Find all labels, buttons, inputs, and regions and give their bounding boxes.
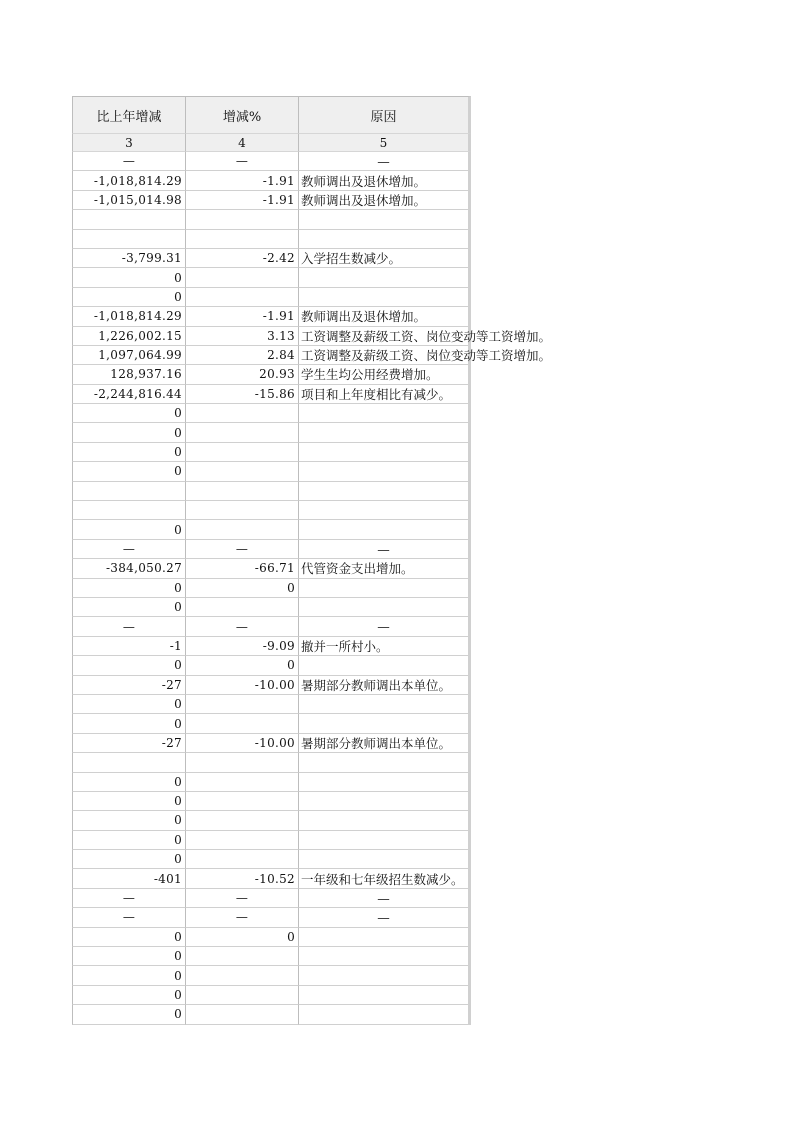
cell-change[interactable]: 0 — [72, 404, 185, 423]
table-row — [72, 540, 471, 559]
cell-reason[interactable] — [298, 520, 471, 539]
cell-reason[interactable] — [298, 966, 471, 985]
cell-change-percent[interactable] — [185, 482, 298, 501]
table-row — [72, 966, 471, 985]
table-row — [72, 443, 471, 462]
cell-reason[interactable]: 工资调整及薪级工资、岗位变动等工资增加。 — [298, 327, 471, 346]
table-row — [72, 249, 471, 268]
cell-reason[interactable] — [298, 404, 471, 423]
cell-change[interactable]: 0 — [72, 811, 185, 830]
cell-change-percent[interactable] — [185, 423, 298, 442]
table-row — [72, 268, 471, 287]
cell-reason[interactable] — [298, 792, 471, 811]
cell-change-percent[interactable] — [185, 520, 298, 539]
table-row — [72, 617, 471, 636]
cell-reason[interactable] — [298, 831, 471, 850]
cell-change[interactable]: 0 — [72, 714, 185, 733]
cell-reason[interactable] — [298, 443, 471, 462]
cell-change-percent[interactable] — [185, 501, 298, 520]
table-row — [72, 695, 471, 714]
header-change-vs-last-year[interactable]: 比上年增减 — [72, 96, 185, 134]
cell-change-percent[interactable]: -15.86 — [185, 385, 298, 404]
cell-change-percent[interactable] — [185, 598, 298, 617]
cell-change[interactable]: -1 — [72, 637, 185, 656]
column-number-4: 4 — [185, 134, 298, 152]
cell-change[interactable]: 0 — [72, 423, 185, 442]
cell-change-percent[interactable] — [185, 1005, 298, 1024]
cell-change-percent[interactable] — [185, 230, 298, 249]
table-row — [72, 714, 471, 733]
cell-change-percent[interactable] — [185, 792, 298, 811]
cell-change-percent[interactable] — [185, 850, 298, 869]
cell-change-percent[interactable]: — — [185, 617, 298, 636]
cell-reason[interactable]: 教师调出及退休增加。 — [298, 191, 471, 210]
cell-reason[interactable] — [298, 210, 471, 229]
cell-change-percent[interactable]: 0 — [185, 928, 298, 947]
cell-change-percent[interactable] — [185, 966, 298, 985]
cell-change-percent[interactable]: 0 — [185, 656, 298, 675]
cell-reason[interactable] — [298, 656, 471, 675]
cell-change[interactable]: 128,937.16 — [72, 365, 185, 384]
cell-reason[interactable]: 暑期部分教师调出本单位。 — [298, 734, 471, 753]
cell-reason[interactable] — [298, 501, 471, 520]
cell-change[interactable]: 0 — [72, 268, 185, 287]
table-row — [72, 210, 471, 229]
cell-reason[interactable]: — — [298, 617, 471, 636]
table-row — [72, 850, 471, 869]
cell-change-percent[interactable] — [185, 947, 298, 966]
table-row — [72, 404, 471, 423]
column-number-row — [72, 134, 471, 152]
cell-reason[interactable] — [298, 986, 471, 1005]
cell-change[interactable]: -27 — [72, 734, 185, 753]
cell-change-percent[interactable]: 3.13 — [185, 327, 298, 346]
table-row — [72, 365, 471, 384]
cell-change-percent[interactable]: — — [185, 908, 298, 927]
table-row — [72, 889, 471, 908]
cell-reason[interactable] — [298, 695, 471, 714]
table-row — [72, 462, 471, 481]
cell-change[interactable] — [72, 230, 185, 249]
cell-change[interactable]: 0 — [72, 695, 185, 714]
cell-change[interactable]: 0 — [72, 928, 185, 947]
cell-change[interactable]: 0 — [72, 443, 185, 462]
cell-change[interactable]: 0 — [72, 656, 185, 675]
cell-change-percent[interactable] — [185, 773, 298, 792]
cell-change[interactable]: 0 — [72, 288, 185, 307]
cell-change[interactable]: — — [72, 889, 185, 908]
table-row — [72, 152, 471, 171]
table-row — [72, 1005, 471, 1024]
header-row — [72, 96, 471, 134]
cell-change-percent[interactable]: 0 — [185, 579, 298, 598]
cell-reason[interactable]: 暑期部分教师调出本单位。 — [298, 676, 471, 695]
cell-change[interactable]: — — [72, 617, 185, 636]
cell-reason[interactable] — [298, 753, 471, 772]
table-row — [72, 559, 471, 578]
table-row — [72, 811, 471, 830]
table-row — [72, 385, 471, 404]
cell-change[interactable]: -1,018,814.29 — [72, 171, 185, 190]
cell-reason[interactable]: — — [298, 908, 471, 927]
table-row — [72, 869, 471, 888]
cell-reason[interactable]: 工资调整及薪级工资、岗位变动等工资增加。 — [298, 346, 471, 365]
table-row — [72, 423, 471, 442]
cell-change-percent[interactable]: -1.91 — [185, 307, 298, 326]
cell-reason[interactable] — [298, 268, 471, 287]
cell-change[interactable]: -384,050.27 — [72, 559, 185, 578]
cell-change-percent[interactable] — [185, 831, 298, 850]
cell-reason[interactable] — [298, 928, 471, 947]
header-reason[interactable]: 原因 — [298, 96, 471, 134]
cell-change[interactable]: -401 — [72, 869, 185, 888]
table-row — [72, 346, 552, 365]
table-row — [72, 908, 471, 927]
table-row — [72, 637, 471, 656]
cell-reason[interactable] — [298, 811, 471, 830]
cell-change[interactable]: 0 — [72, 462, 185, 481]
cell-change-percent[interactable]: -1.91 — [185, 191, 298, 210]
cell-change[interactable]: 0 — [72, 986, 185, 1005]
cell-reason[interactable]: 一年级和七年级招生数减少。 — [298, 869, 471, 888]
cell-change[interactable]: 0 — [72, 579, 185, 598]
table-row — [72, 676, 471, 695]
cell-change[interactable]: -1,015,014.98 — [72, 191, 185, 210]
cell-change-percent[interactable] — [185, 404, 298, 423]
cell-change[interactable]: 0 — [72, 520, 185, 539]
cell-change-percent[interactable] — [185, 811, 298, 830]
cell-change[interactable]: — — [72, 152, 185, 171]
table-row — [72, 288, 471, 307]
cell-reason[interactable] — [298, 423, 471, 442]
cell-reason[interactable]: 教师调出及退休增加。 — [298, 171, 471, 190]
cell-change-percent[interactable]: -66.71 — [185, 559, 298, 578]
header-change-percent[interactable]: 增减% — [185, 96, 298, 134]
table-body — [72, 152, 552, 1025]
table-row — [72, 307, 471, 326]
cell-change[interactable]: — — [72, 540, 185, 559]
cell-change[interactable] — [72, 482, 185, 501]
cell-change-percent[interactable] — [185, 268, 298, 287]
table-row — [72, 230, 471, 249]
cell-reason[interactable]: 教师调出及退休增加。 — [298, 307, 471, 326]
table-row — [72, 579, 471, 598]
cell-reason[interactable] — [298, 482, 471, 501]
table-row — [72, 773, 471, 792]
cell-reason[interactable]: — — [298, 889, 471, 908]
cell-reason[interactable] — [298, 850, 471, 869]
cell-change[interactable]: 1,097,064.99 — [72, 346, 185, 365]
cell-change-percent[interactable] — [185, 753, 298, 772]
column-number-3: 3 — [72, 134, 185, 152]
cell-change[interactable]: 1,226,002.15 — [72, 327, 185, 346]
cell-change[interactable]: 0 — [72, 773, 185, 792]
cell-change[interactable]: 0 — [72, 966, 185, 985]
cell-change[interactable]: 0 — [72, 947, 185, 966]
table-row — [72, 928, 471, 947]
cell-reason[interactable] — [298, 947, 471, 966]
cell-change-percent[interactable] — [185, 986, 298, 1005]
cell-reason[interactable]: 代管资金支出增加。 — [298, 559, 471, 578]
cell-reason[interactable] — [298, 288, 471, 307]
cell-reason[interactable]: 学生生均公用经费增加。 — [298, 365, 471, 384]
cell-change-percent[interactable]: -1.91 — [185, 171, 298, 190]
cell-reason[interactable] — [298, 1005, 471, 1024]
cell-change[interactable]: -1,018,814.29 — [72, 307, 185, 326]
table-row — [72, 734, 471, 753]
table-row — [72, 327, 552, 346]
table-row — [72, 656, 471, 675]
cell-change[interactable]: 0 — [72, 792, 185, 811]
table-row — [72, 947, 471, 966]
table-row — [72, 482, 471, 501]
column-number-5: 5 — [298, 134, 471, 152]
table-row — [72, 191, 471, 210]
cell-change[interactable]: -27 — [72, 676, 185, 695]
spreadsheet-table — [72, 96, 552, 1025]
cell-change[interactable]: 0 — [72, 850, 185, 869]
cell-change-percent[interactable]: — — [185, 152, 298, 171]
cell-change-percent[interactable] — [185, 288, 298, 307]
cell-change-percent[interactable]: -2.42 — [185, 249, 298, 268]
cell-change-percent[interactable]: -10.52 — [185, 869, 298, 888]
cell-reason[interactable] — [298, 462, 471, 481]
cell-change[interactable]: 0 — [72, 831, 185, 850]
table-row — [72, 753, 471, 772]
cell-reason[interactable] — [298, 598, 471, 617]
cell-reason[interactable] — [298, 773, 471, 792]
cell-change[interactable]: 0 — [72, 1005, 185, 1024]
cell-change-percent[interactable]: — — [185, 540, 298, 559]
cell-change-percent[interactable] — [185, 210, 298, 229]
cell-reason[interactable] — [298, 230, 471, 249]
table-row — [72, 171, 471, 190]
cell-reason[interactable]: — — [298, 540, 471, 559]
cell-reason[interactable] — [298, 714, 471, 733]
table-row — [72, 986, 471, 1005]
table-row — [72, 501, 471, 520]
cell-change[interactable]: — — [72, 908, 185, 927]
cell-change-percent[interactable]: -9.09 — [185, 637, 298, 656]
cell-change[interactable] — [72, 501, 185, 520]
table-row — [72, 831, 471, 850]
cell-change-percent[interactable] — [185, 714, 298, 733]
cell-change[interactable]: 0 — [72, 598, 185, 617]
cell-change[interactable] — [72, 210, 185, 229]
cell-reason[interactable]: — — [298, 152, 471, 171]
table-row — [72, 520, 471, 539]
cell-change-percent[interactable]: -10.00 — [185, 734, 298, 753]
cell-change[interactable]: -2,244,816.44 — [72, 385, 185, 404]
cell-change-percent[interactable]: -10.00 — [185, 676, 298, 695]
cell-change-percent[interactable]: 20.93 — [185, 365, 298, 384]
cell-change[interactable]: -3,799.31 — [72, 249, 185, 268]
table-row — [72, 792, 471, 811]
cell-change-percent[interactable] — [185, 443, 298, 462]
cell-reason[interactable] — [298, 579, 471, 598]
cell-change-percent[interactable] — [185, 695, 298, 714]
cell-change[interactable] — [72, 753, 185, 772]
cell-reason[interactable]: 入学招生数减少。 — [298, 249, 471, 268]
cell-change-percent[interactable] — [185, 462, 298, 481]
cell-reason[interactable]: 撤并一所村小。 — [298, 637, 471, 656]
cell-change-percent[interactable]: — — [185, 889, 298, 908]
cell-reason[interactable]: 项目和上年度相比有减少。 — [298, 385, 471, 404]
cell-change-percent[interactable]: 2.84 — [185, 346, 298, 365]
table-row — [72, 598, 471, 617]
